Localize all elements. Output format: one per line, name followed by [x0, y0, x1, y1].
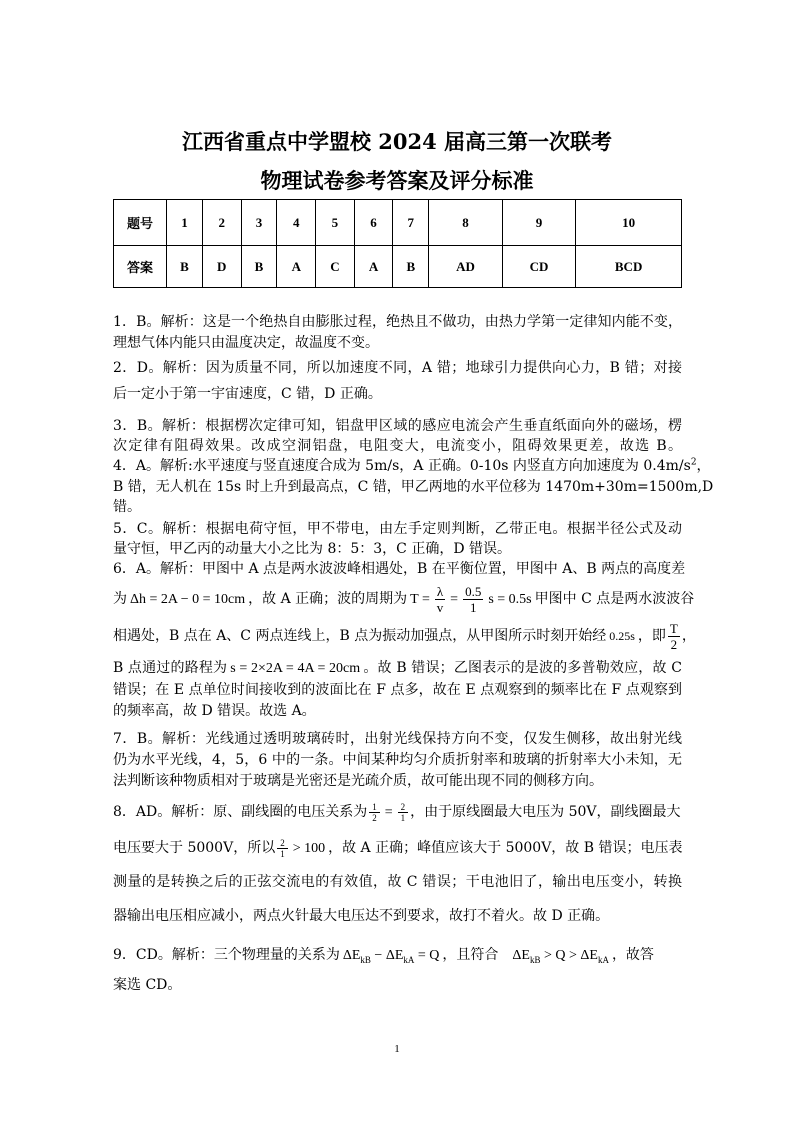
answer-cell: AD [429, 246, 503, 288]
fraction [463, 584, 483, 615]
answer-cell: A [277, 246, 316, 288]
energy-relation-formula [343, 948, 440, 963]
answer-cell: C [316, 246, 355, 288]
text: ，即 [637, 628, 666, 644]
text: ，故 A 正确；峰值应该大于 5000V，故 B 错误；电压表 [328, 840, 683, 856]
text: ， [681, 628, 696, 644]
explanation-q4-line: B 错，无人机在 15s 时上升到最高点，C 错，甲乙两地的水平位移为 1470m+30m=1500m,D [113, 479, 714, 495]
fraction [277, 838, 288, 859]
question-number: 5 [316, 200, 355, 246]
superscript: 2 [690, 457, 697, 468]
subscript: kA [403, 954, 415, 965]
math-term: ΔE [342, 948, 361, 963]
explanation-q6-line [113, 658, 682, 679]
text: 。故 B 错误；乙图表示的是波的多普勒效应，故 C [363, 660, 682, 676]
text: 为 [113, 591, 127, 607]
text: 9．CD。解析：三个物理量的关系为 [113, 947, 340, 963]
period-formula: T = [410, 592, 430, 607]
math-term: = Q [414, 948, 440, 963]
explanation-q3-line: 次定律有阻碍效果。改成空洞铝盘，电阻变大，电流变小，阻碍效果更差，故选 B。 [113, 438, 682, 454]
fraction [369, 802, 380, 823]
explanation-q7-line: 7．B。解析：光线通过透明玻璃砖时，出射光线保持方向不变，仅发生侧移，故出射光线 [113, 731, 682, 747]
explanation-q6-line: 的频率高，故 D 错误。故选 A。 [113, 703, 316, 719]
ratio-inequality: > 100 [292, 841, 326, 856]
row-label: 答案 [114, 246, 167, 288]
subscript: kA [597, 954, 609, 965]
numerator: 2 [277, 838, 288, 849]
equals-sign: = [450, 592, 459, 607]
explanation-q1-line: 1．B。解析：这是一个绝热自由膨胀过程，绝热且不做功，由热力学第一定律知内能不变， [113, 314, 682, 330]
question-number: 9 [502, 200, 576, 246]
explanation-q8-line [113, 833, 682, 864]
text: ，故答 [611, 947, 654, 963]
text: 8．AD。解析：原、副线圈的电压关系为 [113, 804, 368, 820]
question-number: 4 [277, 200, 316, 246]
explanation-q7-line: 法判断该种物质相对于玻璃是光密还是光疏介质，故可能出现不同的侧移方向。 [113, 773, 603, 789]
answer-cell: A [354, 246, 393, 288]
equals-sign: = [384, 805, 393, 820]
explanation-q6-line [113, 618, 696, 654]
answer-cell: D [202, 246, 241, 288]
denominator: 1 [400, 812, 406, 823]
explanation-q2-line: 2．D。解析：因为质量不同，所以加速度不同，A 错；地球引力提供向心力，B 错；对接 [113, 360, 682, 376]
document-subtitle: 物理试卷参考答案及评分标准 [260, 168, 534, 193]
numerator: T [669, 620, 678, 636]
explanation-q2-line: 后一定小于第一宇宙速度，C 错，D 正确。 [113, 386, 382, 402]
fraction [398, 802, 409, 823]
answer-table [113, 199, 682, 288]
explanation-q9-line: 案选 CD。 [113, 977, 182, 993]
denominator: 1 [469, 599, 477, 615]
question-number: 8 [429, 200, 503, 246]
question-number: 2 [202, 200, 241, 246]
numerator: λ [436, 583, 444, 599]
explanation-q5-line: 5．C。解析：根据电荷守恒，甲不带电，由左手定则判断，乙带正电。根据半径公式及动 [113, 521, 682, 537]
text: 相遇处，B 点在 A、C 两点连线上，B 点为振动加强点，从甲图所示时刻开始经 [113, 628, 607, 644]
answer-cell: B [167, 246, 203, 288]
text: ，故 A 正确；波的周期为 [248, 591, 408, 607]
denominator: v [436, 599, 444, 615]
explanation-q7-line: 仍为水平光线，4，5，6 中的一条。中间某种均匀介质折射率和玻璃的折射率大小未知，无 [113, 752, 682, 768]
explanation-q8-line [113, 797, 682, 828]
fraction [435, 584, 445, 615]
explanation-q6-line [113, 581, 695, 618]
path-length-formula: s = 2×2A = 4A = 20cm [230, 661, 361, 676]
text: 电压要大于 5000V，所以 [113, 840, 276, 856]
numerator: 0.5 [465, 583, 482, 599]
row-label: 题号 [114, 200, 167, 246]
numerator: 1 [369, 802, 380, 813]
text: ，由于原线圈最大电压为 50V，副线圈最大 [410, 804, 681, 820]
page-number: 1 [394, 1043, 400, 1055]
text: 甲图中 C 点是两水波波谷 [534, 591, 695, 607]
explanation-q9-line [113, 940, 682, 971]
math-term: ΔE [512, 948, 530, 963]
denominator: 2 [372, 812, 377, 823]
explanation-q5-line: 量守恒，甲乙丙的动量大小之比为 8：5：3，C 正确，D 错误。 [113, 541, 512, 557]
question-number: 10 [576, 200, 682, 246]
time-value: 0.25s [609, 629, 635, 643]
subscript: kB [529, 954, 541, 965]
math-term: > Q > ΔE [540, 948, 598, 963]
explanation-q8-line: 器输出电压相应减小，两点火针最大电压达不到要求，故打不着火。故 D 正确。 [113, 908, 610, 924]
explanation-q8-line: 测量的是转换之后的正弦交流电的有效值，故 C 错误；干电池旧了，输出电压变小，转换 [113, 874, 682, 890]
denominator: 2 [670, 636, 678, 652]
explanation-q4-line: 错。 [113, 499, 141, 515]
subscript: kB [360, 954, 371, 965]
explanation-q4-line [113, 456, 711, 476]
text: ， [696, 458, 711, 474]
answer-cell: BCD [576, 246, 682, 288]
question-number: 1 [167, 200, 203, 246]
explanation-q3-line: 3．B。解析：根据楞次定律可知，铝盘甲区域的感应电流会产生垂直纸面向外的磁场，楞 [113, 418, 682, 434]
text: B 点通过的路程为 [113, 660, 228, 676]
period-result: s = 0.5s [488, 592, 532, 607]
text: 4．A。解析:水平速度与竖直速度合成为 5m/s，A 正确。0-10s 内竖直方向加速度为 0.4m/s [113, 458, 691, 474]
answer-cell: B [393, 246, 429, 288]
numerator: 2 [398, 802, 409, 813]
question-number: 6 [354, 200, 393, 246]
fraction [668, 621, 680, 652]
explanation-q6-line: 错误；在 E 点单位时间接收到的波面比在 F 点多，故在 E 点观察到的频率比在 F 点观察到 [113, 682, 682, 698]
energy-inequality-formula [512, 948, 609, 963]
height-difference-formula: Δh = 2A − 0 = 10cm [130, 592, 246, 607]
math-term: − ΔE [370, 948, 404, 963]
text: ，且符合 [442, 947, 499, 963]
explanation-q1-line: 理想气体内能只由温度决定，故温度不变。 [113, 335, 379, 351]
answer-row [114, 246, 682, 288]
denominator: 1 [280, 848, 285, 859]
answer-cell: CD [502, 246, 576, 288]
question-number-row [114, 200, 682, 246]
explanation-q6-line: 6．A。解析：甲图中 A 点是两水波波峰相遇处，B 在平衡位置，甲图中 A、B 两点的高度差 [113, 561, 686, 577]
answer-cell: B [241, 246, 277, 288]
question-number: 3 [241, 200, 277, 246]
document-title: 江西省重点中学盟校 2024 届高三第一次联考 [181, 129, 613, 154]
question-number: 7 [393, 200, 429, 246]
